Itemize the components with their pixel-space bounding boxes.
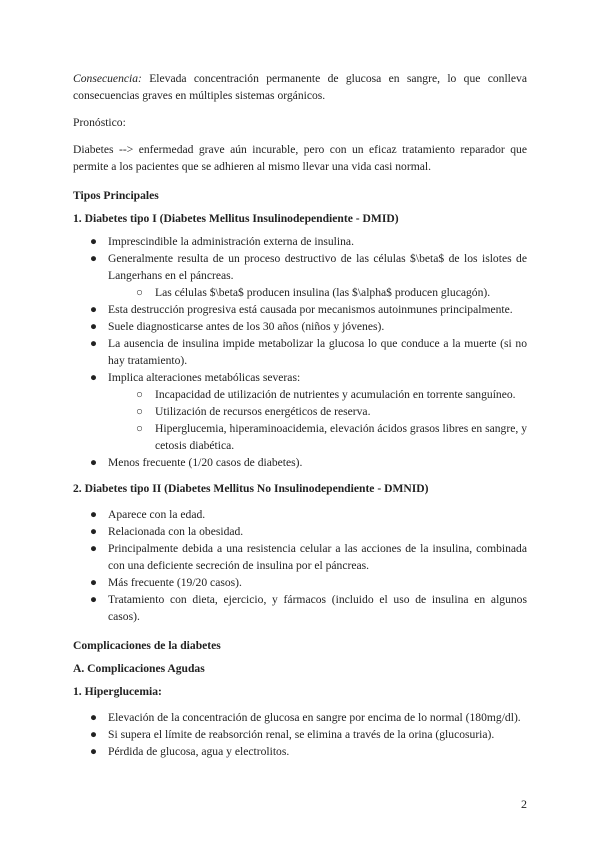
list-item-text: Principalmente debida a una resistencia celular a las acciones de la insulina, combinada con una deficiente secreción de insulina por el páncreas. (108, 542, 527, 572)
list-item-text: Si supera el límite de reabsorción renal, se elimina a través de la orina (glucosuria). (108, 728, 495, 741)
bullet-icon: ● (90, 525, 98, 538)
list-item-text: La ausencia de insulina impide metabolizar la glucosa lo que conduce a la muerte (si no hay tratamiento). (108, 337, 527, 367)
agudas-heading: A. Complicaciones Agudas (73, 662, 205, 675)
bullet-icon: ● (90, 593, 98, 606)
consecuencia-label: Consecuencia: (73, 72, 142, 85)
bullet-icon: ● (90, 508, 98, 521)
bullet-icon: ● (90, 745, 98, 758)
list-item-text: Incapacidad de utilización de nutrientes y acumulación en torrente sanguíneo. (155, 388, 516, 401)
tipos-heading: Tipos Principales (73, 189, 159, 202)
list-item (73, 726, 527, 743)
hiperglucemia-list (73, 709, 527, 760)
list-item (73, 506, 527, 523)
list-item (73, 233, 527, 250)
list-item-text: Aparece con la edad. (108, 508, 206, 521)
hiperglucemia-heading: 1. Hiperglucemia: (73, 685, 162, 698)
bullet-icon: ● (90, 235, 98, 248)
bullet-icon: ● (90, 371, 98, 384)
complicaciones-heading: Complicaciones de la diabetes (73, 639, 221, 652)
sub-list-item (108, 420, 527, 454)
bullet-icon: ● (90, 711, 98, 724)
bullet-icon: ● (90, 728, 98, 741)
hollow-bullet-icon: ○ (136, 388, 144, 401)
list-item (73, 250, 527, 301)
list-item (73, 454, 527, 471)
list-item (73, 591, 527, 625)
list-item (73, 743, 527, 760)
bullet-icon: ● (90, 456, 98, 469)
bullet-icon: ● (90, 542, 98, 555)
list-item-text: Imprescindible la administración externa de insulina. (108, 235, 354, 248)
list-item (73, 709, 527, 726)
bullet-icon: ● (90, 303, 98, 316)
list-item (73, 369, 527, 454)
list-item-text: Hiperglucemia, hiperaminoacidemia, elevación ácidos grasos libres en sangre, y cetosis diabética. (155, 422, 527, 452)
list-item-text: Implica alteraciones metabólicas severas: (108, 371, 301, 384)
page-number: 2 (521, 797, 527, 811)
tipo2-list (73, 506, 527, 625)
list-item-text: Pérdida de glucosa, agua y electrolitos. (108, 745, 290, 758)
bullet-icon: ● (90, 576, 98, 589)
sub-list-item (108, 403, 527, 420)
hollow-bullet-icon: ○ (136, 405, 144, 418)
pronostico-text: Diabetes --> enfermedad grave aún incurable, pero con un eficaz tratamiento reparador que permite a los pacientes que se adhieren al mismo llevar una vida casi normal. (73, 143, 527, 173)
document-page (73, 70, 527, 760)
list-item-text: Menos frecuente (1/20 casos de diabetes). (108, 456, 303, 469)
sub-list (108, 386, 527, 454)
list-item-text: Generalmente resulta de un proceso destructivo de las células $\beta$ de los islotes de Langerhans en el páncreas. (108, 252, 527, 282)
tipo1-heading: 1. Diabetes tipo I (Diabetes Mellitus Insulinodependiente - DMID) (73, 212, 399, 225)
sub-list-item (108, 284, 527, 301)
bullet-icon: ● (90, 337, 98, 350)
list-item-text: Relacionada con la obesidad. (108, 525, 244, 538)
sub-list-item (108, 386, 527, 403)
consecuencia-paragraph (73, 70, 527, 104)
list-item (73, 318, 527, 335)
tipo2-heading: 2. Diabetes tipo II (Diabetes Mellitus No Insulinodependiente - DMNID) (73, 482, 429, 495)
list-item-text: Tratamiento con dieta, ejercicio, y fármacos (incluido el uso de insulina en algunos casos). (108, 593, 527, 623)
consecuencia-text: Elevada concentración permanente de glucosa en sangre, lo que conlleva consecuencias graves en múltiples sistemas orgánicos. (73, 72, 527, 102)
tipo1-list (73, 233, 527, 471)
list-item (73, 523, 527, 540)
hollow-bullet-icon: ○ (136, 422, 144, 435)
list-item-text: Más frecuente (19/20 casos). (108, 576, 242, 589)
list-item-text: Utilización de recursos energéticos de reserva. (155, 405, 371, 418)
list-item (73, 540, 527, 574)
list-item-text: Esta destrucción progresiva está causada por mecanismos autoinmunes principalmente. (108, 303, 513, 316)
list-item (73, 335, 527, 369)
list-item (73, 574, 527, 591)
pronostico-label: Pronóstico: (73, 116, 126, 129)
list-item-text: Elevación de la concentración de glucosa en sangre por encima de lo normal (180mg/dl). (108, 711, 521, 724)
hollow-bullet-icon: ○ (136, 286, 144, 299)
bullet-icon: ● (90, 320, 98, 333)
bullet-icon: ● (90, 252, 98, 265)
list-item-text: Las células $\beta$ producen insulina (las $\alpha$ producen glucagón). (155, 286, 491, 299)
list-item-text: Suele diagnosticarse antes de los 30 años (niños y jóvenes). (108, 320, 385, 333)
sub-list (108, 284, 527, 301)
list-item (73, 301, 527, 318)
